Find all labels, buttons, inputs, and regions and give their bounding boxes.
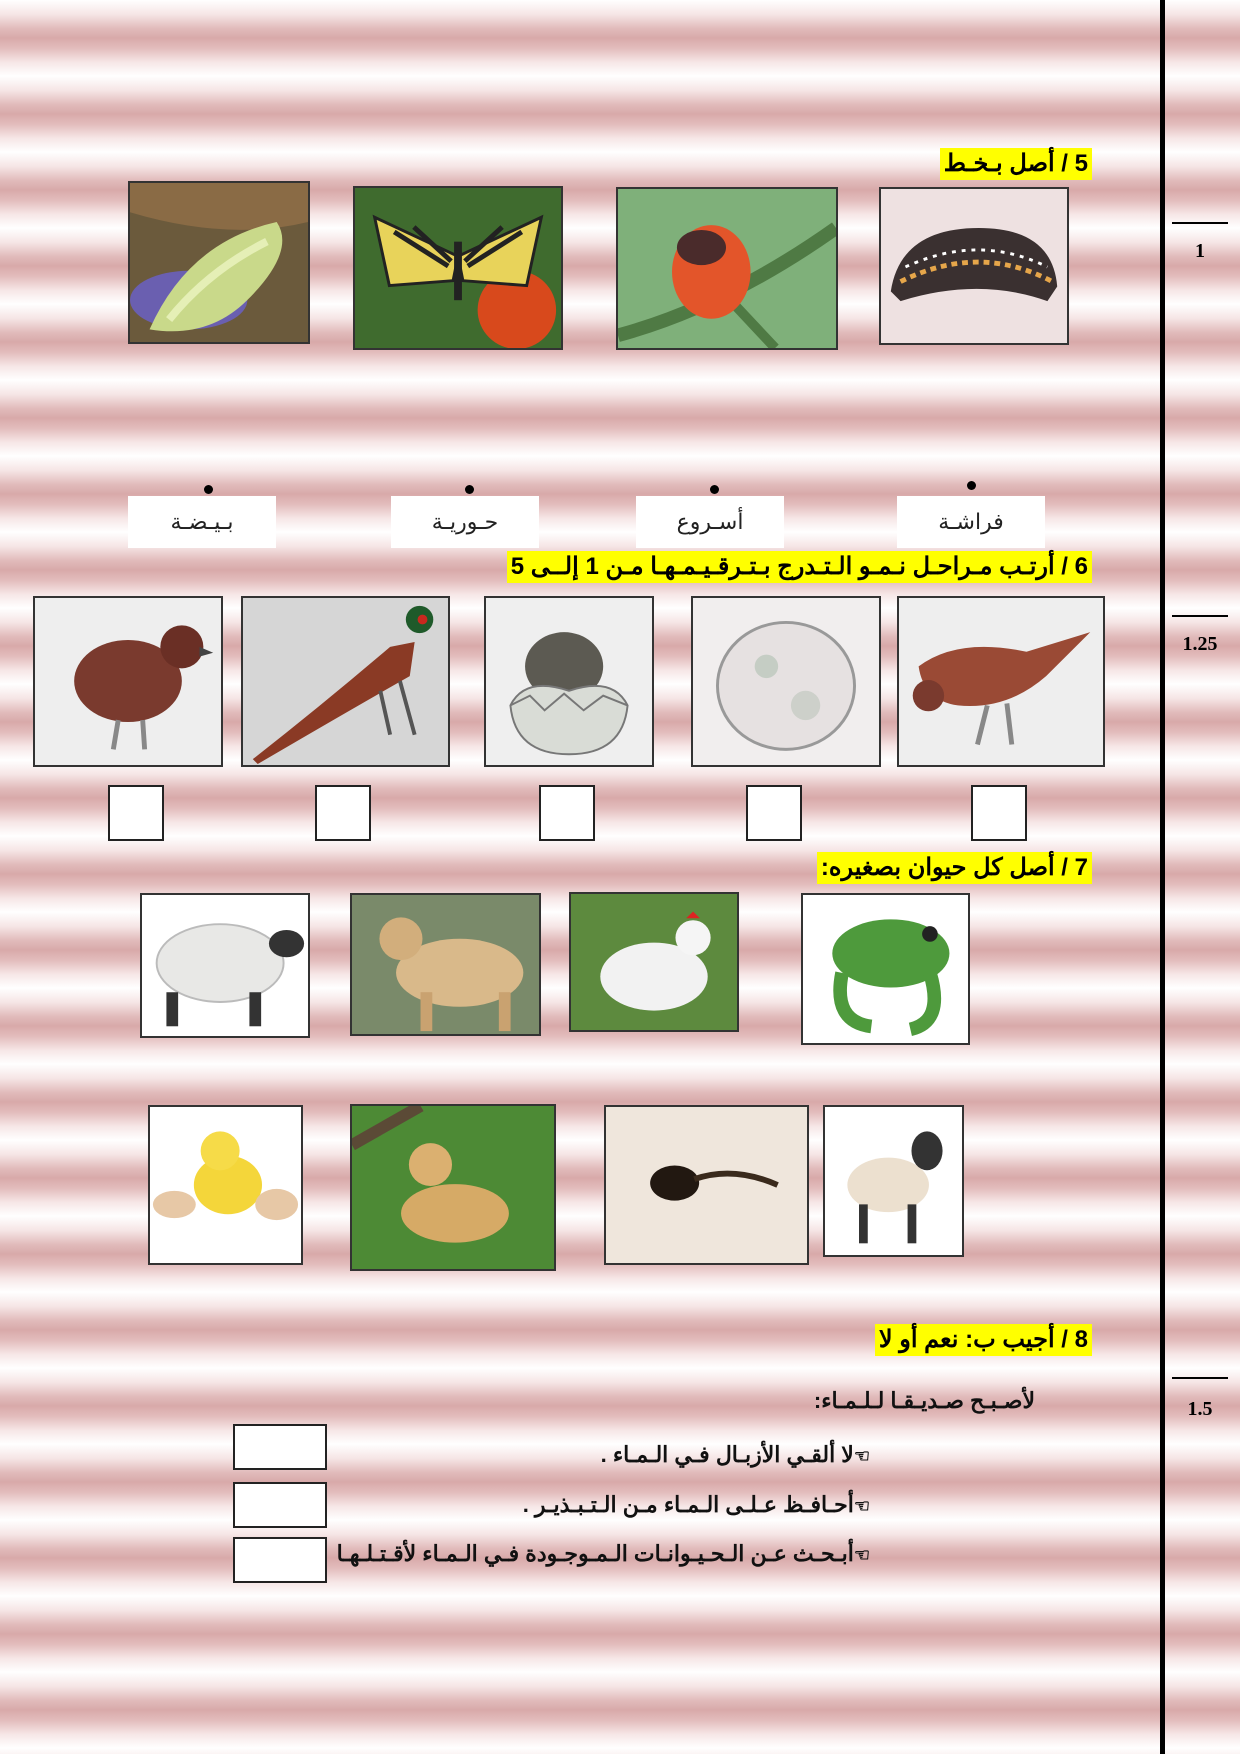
- word-egg: بـيـضـة: [128, 496, 276, 548]
- statement-text: لا ألقـي الأزبـال فـي الـمـاء .: [600, 1442, 854, 1467]
- egg-stage-image: [691, 596, 881, 767]
- lioness-image: [350, 893, 541, 1036]
- score-q5: 1: [1195, 240, 1205, 262]
- q6-title: 6 / أرتـب مـراحـل نـمـو الـتـدرج بـتـرقـيـمـهـا مـن 1 إلــى 5: [507, 551, 1092, 583]
- order-box-4[interactable]: [746, 785, 802, 841]
- lamb-image: [823, 1105, 964, 1257]
- answer-box-1[interactable]: [233, 1424, 327, 1470]
- order-box-1[interactable]: [108, 785, 164, 841]
- pointing-hand-icon: ☜: [853, 1545, 870, 1565]
- score-divider-1: [1172, 222, 1228, 224]
- match-dot-1[interactable]: [204, 485, 213, 494]
- butterfly-image: [353, 186, 563, 350]
- answer-box-2[interactable]: [233, 1482, 327, 1528]
- score-divider-3: [1172, 1377, 1228, 1379]
- egg-image: [616, 187, 838, 350]
- tadpole-image: [604, 1105, 809, 1265]
- q8-intro: لأصـبـح صـديـقـا لـلـمـاء:: [813, 1388, 1035, 1413]
- order-box-5[interactable]: [971, 785, 1027, 841]
- q8-statement-2: [523, 1492, 870, 1518]
- word-caterpillar: أسـروع: [636, 496, 784, 548]
- pointing-hand-icon: ☜: [853, 1446, 870, 1466]
- caterpillar-image: [879, 187, 1069, 345]
- q8-title: 8 / أجيب ب: نعم أو لا: [875, 1324, 1092, 1356]
- pheasant-chick-image: [33, 596, 223, 767]
- q8-statement-1: [601, 1442, 870, 1468]
- match-dot-4[interactable]: [967, 481, 976, 490]
- match-dot-2[interactable]: [465, 485, 474, 494]
- margin-line: [1160, 0, 1165, 1754]
- statement-text: أبـحـث عـن الـحـيـوانـات الـمـوجـودة فـي الـمـاء لأقـتـلـهـا: [336, 1541, 854, 1566]
- chick-image: [148, 1105, 303, 1265]
- q7-title: 7 / أصل كل حيوان بصغيره:: [817, 852, 1092, 884]
- pointing-hand-icon: ☜: [853, 1496, 870, 1516]
- statement-text: أحـافـظ عـلـى الـمـاء مـن الـتـبـذيـر .: [522, 1492, 854, 1517]
- score-q8: 1.5: [1187, 1398, 1213, 1420]
- q5-title: 5 / أصل بـخـط: [940, 148, 1092, 180]
- hen-image: [569, 892, 739, 1032]
- word-pupa: حـوريـة: [391, 496, 539, 548]
- order-box-3[interactable]: [539, 785, 595, 841]
- pheasant-adult-image: [241, 596, 450, 767]
- sheep-image: [140, 893, 310, 1038]
- hatching-chick-image: [484, 596, 654, 767]
- answer-box-3[interactable]: [233, 1537, 327, 1583]
- frog-image: [801, 893, 970, 1045]
- pheasant-young-image: [897, 596, 1105, 767]
- pupa-image: [128, 181, 310, 344]
- order-box-2[interactable]: [315, 785, 371, 841]
- match-dot-3[interactable]: [710, 485, 719, 494]
- score-q6: 1.25: [1182, 633, 1218, 655]
- q8-statement-3: [337, 1541, 870, 1567]
- word-butterfly: فراشـة: [897, 496, 1045, 548]
- lion-cub-image: [350, 1104, 556, 1271]
- score-divider-2: [1172, 615, 1228, 617]
